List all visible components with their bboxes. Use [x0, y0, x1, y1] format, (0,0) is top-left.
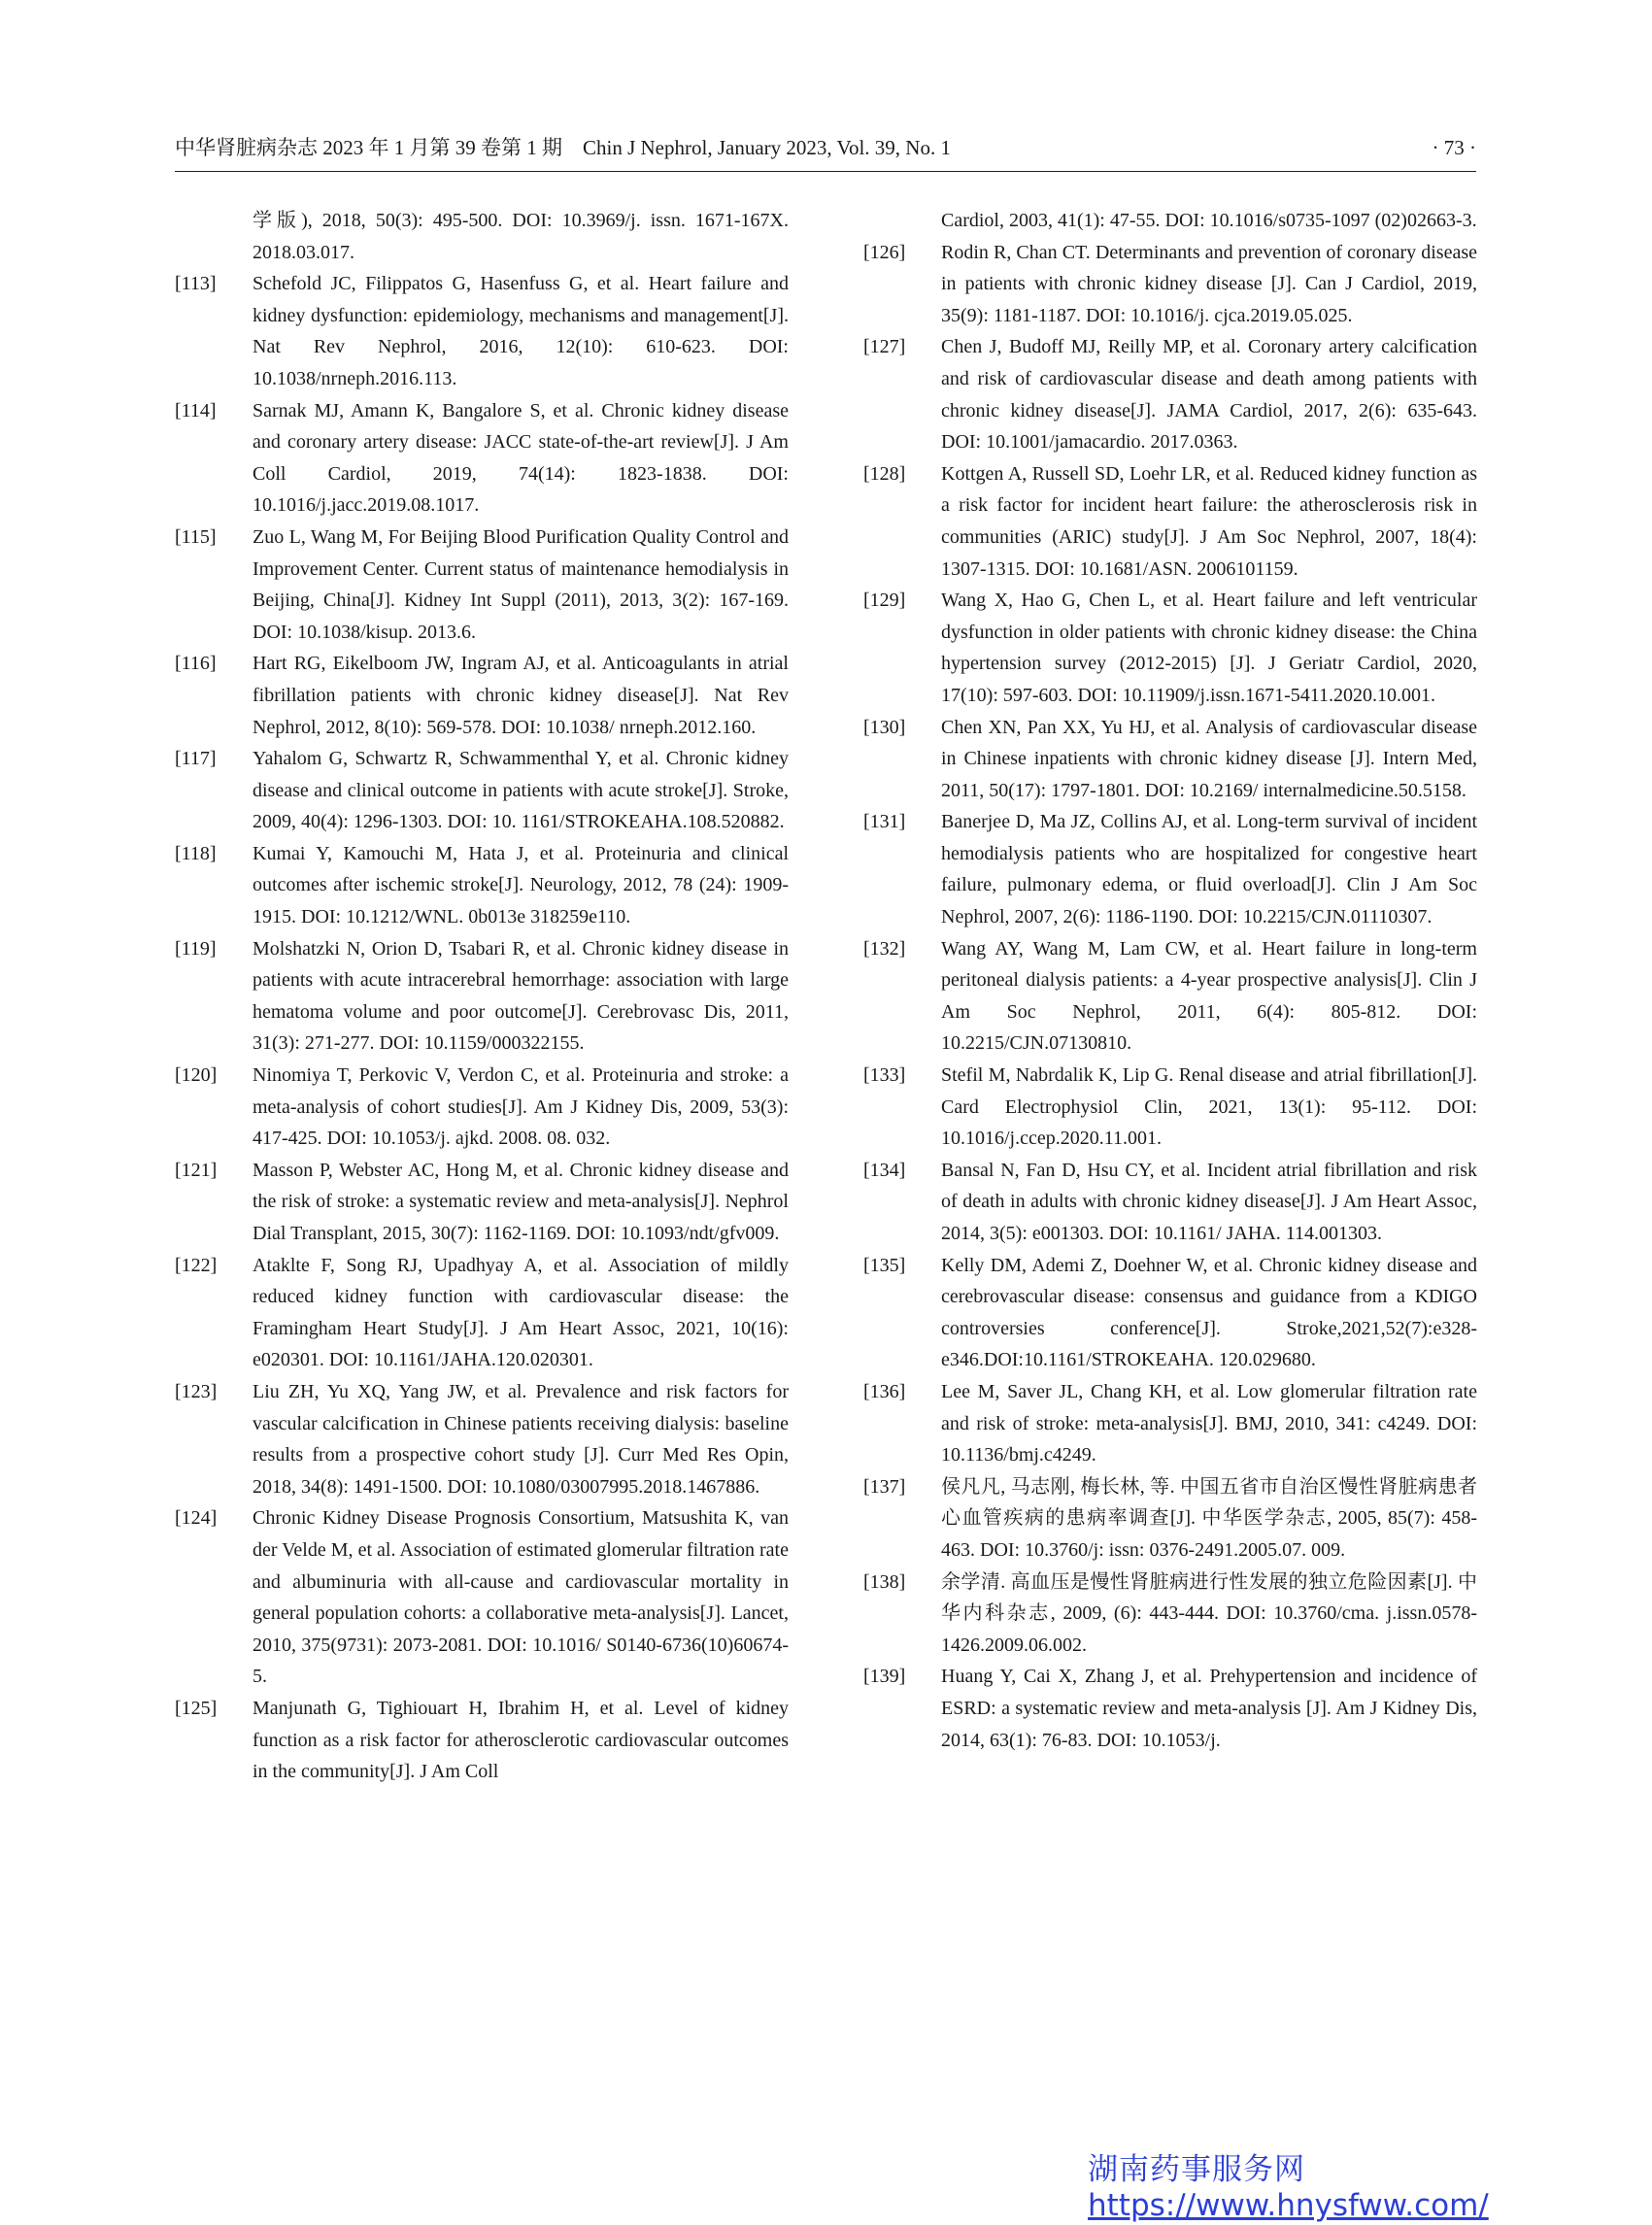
reference-text: Kumai Y, Kamouchi M, Hata J, et al. Proteinuria and clinical outcomes after ischemic stroke[J]. Neurology, 2012, 78 (24): 1909-1915. DOI: 10.1212/WNL. 0b013e 318259e110.	[253, 842, 789, 928]
page-number: · 73 ·	[1432, 136, 1476, 159]
reference-text: Liu ZH, Yu XQ, Yang JW, et al. Prevalence and risk factors for vascular calcification in Chinese patients receiving dialysis: baseline results from a prospective cohort study [J]. Curr Med Res Opin, 2018, 34(8): 1491-1500. DOI: 10.1080/03007995.2018.1467886.	[253, 1380, 789, 1498]
journal-citation-header: 中华肾脏病杂志 2023 年 1 月第 39 卷第 1 期 Chin J Nephrol, January 2023, Vol. 39, No. 1	[175, 136, 951, 159]
reference-text: Banerjee D, Ma JZ, Collins AJ, et al. Long-term survival of incident hemodialysis patients who are hospitalized for congestive heart failure, pulmonary edema, or fluid overload[J]. Clin J Am Soc Nephrol, 2007, 2(6): 1186-1190. DOI: 10.2215/CJN.01110307.	[941, 811, 1477, 928]
reference-number: [122]	[175, 1254, 218, 1276]
header-divider	[175, 171, 1476, 172]
reference-entry	[175, 648, 789, 743]
reference-text: Molshatzki N, Orion D, Tsabari R, et al. Chronic kidney disease in patients with acute intracerebral hemorrhage: association with large hematoma volume and poor outcome[J]. Cerebrovasc Dis, 2011, 31(3): 271-277. DOI: 10.1159/000322155.	[253, 937, 789, 1055]
reference-text: Rodin R, Chan CT. Determinants and prevention of coronary disease in patients with chronic kidney disease [J]. Can J Cardiol, 2019, 35(9): 1181-1187. DOI: 10.1016/j. cjca.2019.05.025.	[941, 241, 1477, 326]
reference-text: Chen J, Budoff MJ, Reilly MP, et al. Coronary artery calcification and risk of cardiovascular disease and death among patients with chronic kidney disease[J]. JAMA Cardiol, 2017, 2(6): 635-643. DOI: 10.1001/jamacardio. 2017.0363.	[941, 336, 1477, 454]
reference-number: [118]	[175, 842, 217, 864]
reference-text: Ataklte F, Song RJ, Upadhyay A, et al. Association of mildly reduced kidney function with cardiovascular disease: the Framingham Heart Study[J]. J Am Heart Assoc, 2021, 10(16): e020301. DOI: 10.1161/JAHA.120.020301.	[253, 1254, 789, 1371]
reference-entry	[175, 522, 789, 648]
reference-text: Wang AY, Wang M, Lam CW, et al. Heart failure in long-term peritoneal dialysis patients: a 4-year prospective analysis[J]. Clin J Am Soc Nephrol, 2011, 6(4): 805-812. DOI: 10.2215/CJN.07130810.	[941, 937, 1477, 1055]
reference-number: [136]	[863, 1380, 906, 1402]
reference-text: Kelly DM, Ademi Z, Doehner W, et al. Chronic kidney disease and cerebrovascular disease: consensus and guidance from a KDIGO controversies conference[J]. Stroke,2021,52(7):e328-e346.DOI:10.1161/STROKEAHA. 120.029680.	[941, 1254, 1477, 1371]
reference-entry	[175, 933, 789, 1060]
reference-text: Sarnak MJ, Amann K, Bangalore S, et al. Chronic kidney disease and coronary artery disease: JACC state-of-the-art review[J]. J Am Coll Cardiol, 2019, 74(14): 1823-1838. DOI: 10.1016/j.jacc.2019.08.1017.	[253, 399, 789, 517]
reference-number: [114]	[175, 399, 217, 421]
reference-number: [135]	[863, 1254, 906, 1276]
reference-text: Chen XN, Pan XX, Yu HJ, et al. Analysis of cardiovascular disease in Chinese inpatients with chronic kidney disease [J]. Intern Med, 2011, 50(17): 1797-1801. DOI: 10.2169/ internalmedicine.50.5158.	[941, 716, 1477, 801]
reference-entry	[175, 743, 789, 838]
reference-text: Kottgen A, Russell SD, Loehr LR, et al. Reduced kidney function as a risk factor for incident heart failure: the atherosclerosis risk in communities (ARIC) study[J]. J Am Soc Nephrol, 2007, 18(4): 1307-1315. DOI: 10.1681/ASN. 2006101159.	[941, 462, 1477, 580]
reference-number: [119]	[175, 937, 217, 960]
reference-number: [125]	[175, 1697, 218, 1719]
reference-text: 学版), 2018, 50(3): 495-500. DOI: 10.3969/j. issn. 1671-167X. 2018.03.017.	[253, 210, 789, 263]
reference-text: Lee M, Saver JL, Chang KH, et al. Low glomerular filtration rate and risk of stroke: meta-analysis[J]. BMJ, 2010, 341: c4249. DOI: 10.1136/bmj.c4249.	[941, 1380, 1477, 1466]
reference-number: [126]	[863, 241, 906, 263]
reference-text: Bansal N, Fan D, Hsu CY, et al. Incident atrial fibrillation and risk of death in adults with chronic kidney disease[J]. J Am Heart Assoc, 2014, 3(5): e001303. DOI: 10.1161/ JAHA. 114.001303.	[941, 1159, 1477, 1244]
reference-number: [115]	[175, 525, 217, 548]
reference-entry	[175, 838, 789, 933]
reference-text: 侯凡凡, 马志刚, 梅长林, 等. 中国五省市自治区慢性肾脏病患者心血管疾病的患病率调查[J]. 中华医学杂志, 2005, 85(7): 458-463. DOI: 10.3760/j: issn: 0376-2491.2005.07. 009.	[941, 1475, 1477, 1561]
reference-entry	[863, 1376, 1477, 1471]
reference-entry	[175, 395, 789, 522]
reference-entry	[863, 1567, 1477, 1662]
reference-number: [123]	[175, 1380, 218, 1402]
reference-number: [131]	[863, 811, 906, 833]
reference-entry	[863, 458, 1477, 585]
reference-number: [137]	[863, 1475, 906, 1498]
reference-entry	[863, 806, 1477, 932]
reference-entry	[175, 1155, 789, 1250]
reference-entry	[175, 1502, 789, 1693]
reference-entry	[863, 1471, 1477, 1567]
reference-number: [134]	[863, 1159, 906, 1181]
reference-number: [116]	[175, 653, 217, 675]
reference-number: [113]	[175, 273, 217, 295]
watermark-url-link[interactable]: https://www.hnysfww.com/	[1088, 2188, 1489, 2223]
reference-number: [121]	[175, 1159, 218, 1181]
reference-text: Huang Y, Cai X, Zhang J, et al. Prehypertension and incidence of ESRD: a systematic review and meta-analysis [J]. Am J Kidney Dis, 2014, 63(1): 76-83. DOI: 10.1053/j.	[941, 1666, 1477, 1751]
reference-entry	[175, 1693, 789, 1788]
reference-entry	[863, 331, 1477, 457]
watermark-site-name: 湖南药事服务网	[1088, 2152, 1305, 2187]
reference-entry	[863, 1661, 1477, 1756]
running-header	[175, 130, 1476, 165]
reference-entry	[175, 205, 789, 268]
reference-number: [138]	[863, 1570, 906, 1593]
site-watermark	[1088, 2152, 1496, 2224]
reference-number: [132]	[863, 937, 906, 960]
reference-number: [128]	[863, 462, 906, 485]
reference-text: Cardiol, 2003, 41(1): 47-55. DOI: 10.1016/s0735-1097 (02)02663-3.	[941, 210, 1477, 231]
reference-number: [129]	[863, 590, 906, 612]
references-right-column	[863, 205, 1477, 1756]
reference-number: [130]	[863, 716, 906, 738]
reference-text: 余学清. 高血压是慢性肾脏病进行性发展的独立危险因素[J]. 中华内科杂志, 2009, (6): 443-444. DOI: 10.3760/cma. j.issn.0578-1426.2009.06.002.	[941, 1570, 1477, 1656]
reference-entry	[863, 1060, 1477, 1155]
reference-entry	[175, 1060, 789, 1155]
reference-entry	[175, 1250, 789, 1376]
reference-number: [120]	[175, 1064, 218, 1087]
reference-entry	[175, 1376, 789, 1502]
reference-entry	[175, 268, 789, 394]
reference-entry	[863, 585, 1477, 711]
reference-text: Schefold JC, Filippatos G, Hasenfuss G, et al. Heart failure and kidney dysfunction: epidemiology, mechanisms and management[J]. Nat Rev Nephrol, 2016, 12(10): 610-623. DOI: 10.1038/nrneph.2016.113.	[253, 273, 789, 389]
reference-text: Manjunath G, Tighiouart H, Ibrahim H, et al. Level of kidney function as a risk factor for atherosclerotic cardiovascular outcomes in the community[J]. J Am Coll	[253, 1697, 789, 1783]
reference-entry	[863, 205, 1477, 237]
reference-entry	[863, 237, 1477, 332]
reference-entry	[863, 1155, 1477, 1250]
reference-entry	[863, 933, 1477, 1060]
reference-entry	[863, 1250, 1477, 1376]
reference-text: Chronic Kidney Disease Prognosis Consortium, Matsushita K, van der Velde M, et al. Association of estimated glomerular filtration rate and albuminuria with all-cause and cardiovascular mortality in general population cohorts: a collaborative meta-analysis[J]. Lancet, 2010, 375(9731): 2073-2081. DOI: 10.1016/ S0140-6736(10)60674-5.	[253, 1507, 789, 1688]
reference-number: [124]	[175, 1507, 218, 1530]
reference-text: Stefil M, Nabrdalik K, Lip G. Renal disease and atrial fibrillation[J]. Card Electrophysiol Clin, 2021, 13(1): 95-112. DOI: 10.1016/j.ccep.2020.11.001.	[941, 1064, 1477, 1150]
references-left-column	[175, 205, 789, 1788]
reference-number: [133]	[863, 1064, 906, 1087]
reference-text: Ninomiya T, Perkovic V, Verdon C, et al. Proteinuria and stroke: a meta-analysis of cohort studies[J]. Am J Kidney Dis, 2009, 53(3): 417-425. DOI: 10.1053/j. ajkd. 2008. 08. 032.	[253, 1064, 789, 1150]
reference-text: Wang X, Hao G, Chen L, et al. Heart failure and left ventricular dysfunction in older patients with chronic kidney disease: the China hypertension survey (2012-2015) [J]. J Geriatr Cardiol, 2020, 17(10): 597-603. DOI: 10.11909/j.issn.1671-5411.2020.10.001.	[941, 590, 1477, 706]
reference-text: Yahalom G, Schwartz R, Schwammenthal Y, et al. Chronic kidney disease and clinical outcome in patients with acute stroke[J]. Stroke, 2009, 40(4): 1296-1303. DOI: 10. 1161/STROKEAHA.108.520882.	[253, 748, 789, 833]
reference-number: [139]	[863, 1666, 906, 1688]
reference-entry	[863, 712, 1477, 807]
reference-text: Masson P, Webster AC, Hong M, et al. Chronic kidney disease and the risk of stroke: a systematic review and meta-analysis[J]. Nephrol Dial Transplant, 2015, 30(7): 1162-1169. DOI: 10.1093/ndt/gfv009.	[253, 1159, 789, 1244]
reference-number: [127]	[863, 336, 906, 358]
reference-text: Hart RG, Eikelboom JW, Ingram AJ, et al. Anticoagulants in atrial fibrillation patients with chronic kidney disease[J]. Nat Rev Nephrol, 2012, 8(10): 569-578. DOI: 10.1038/ nrneph.2012.160.	[253, 653, 789, 738]
reference-text: Zuo L, Wang M, For Beijing Blood Purification Quality Control and Improvement Center. Current status of maintenance hemodialysis in Beijing, China[J]. Kidney Int Suppl (2011), 2013, 3(2): 167-169. DOI: 10.1038/kisup. 2013.6.	[253, 525, 789, 643]
reference-number: [117]	[175, 748, 217, 770]
